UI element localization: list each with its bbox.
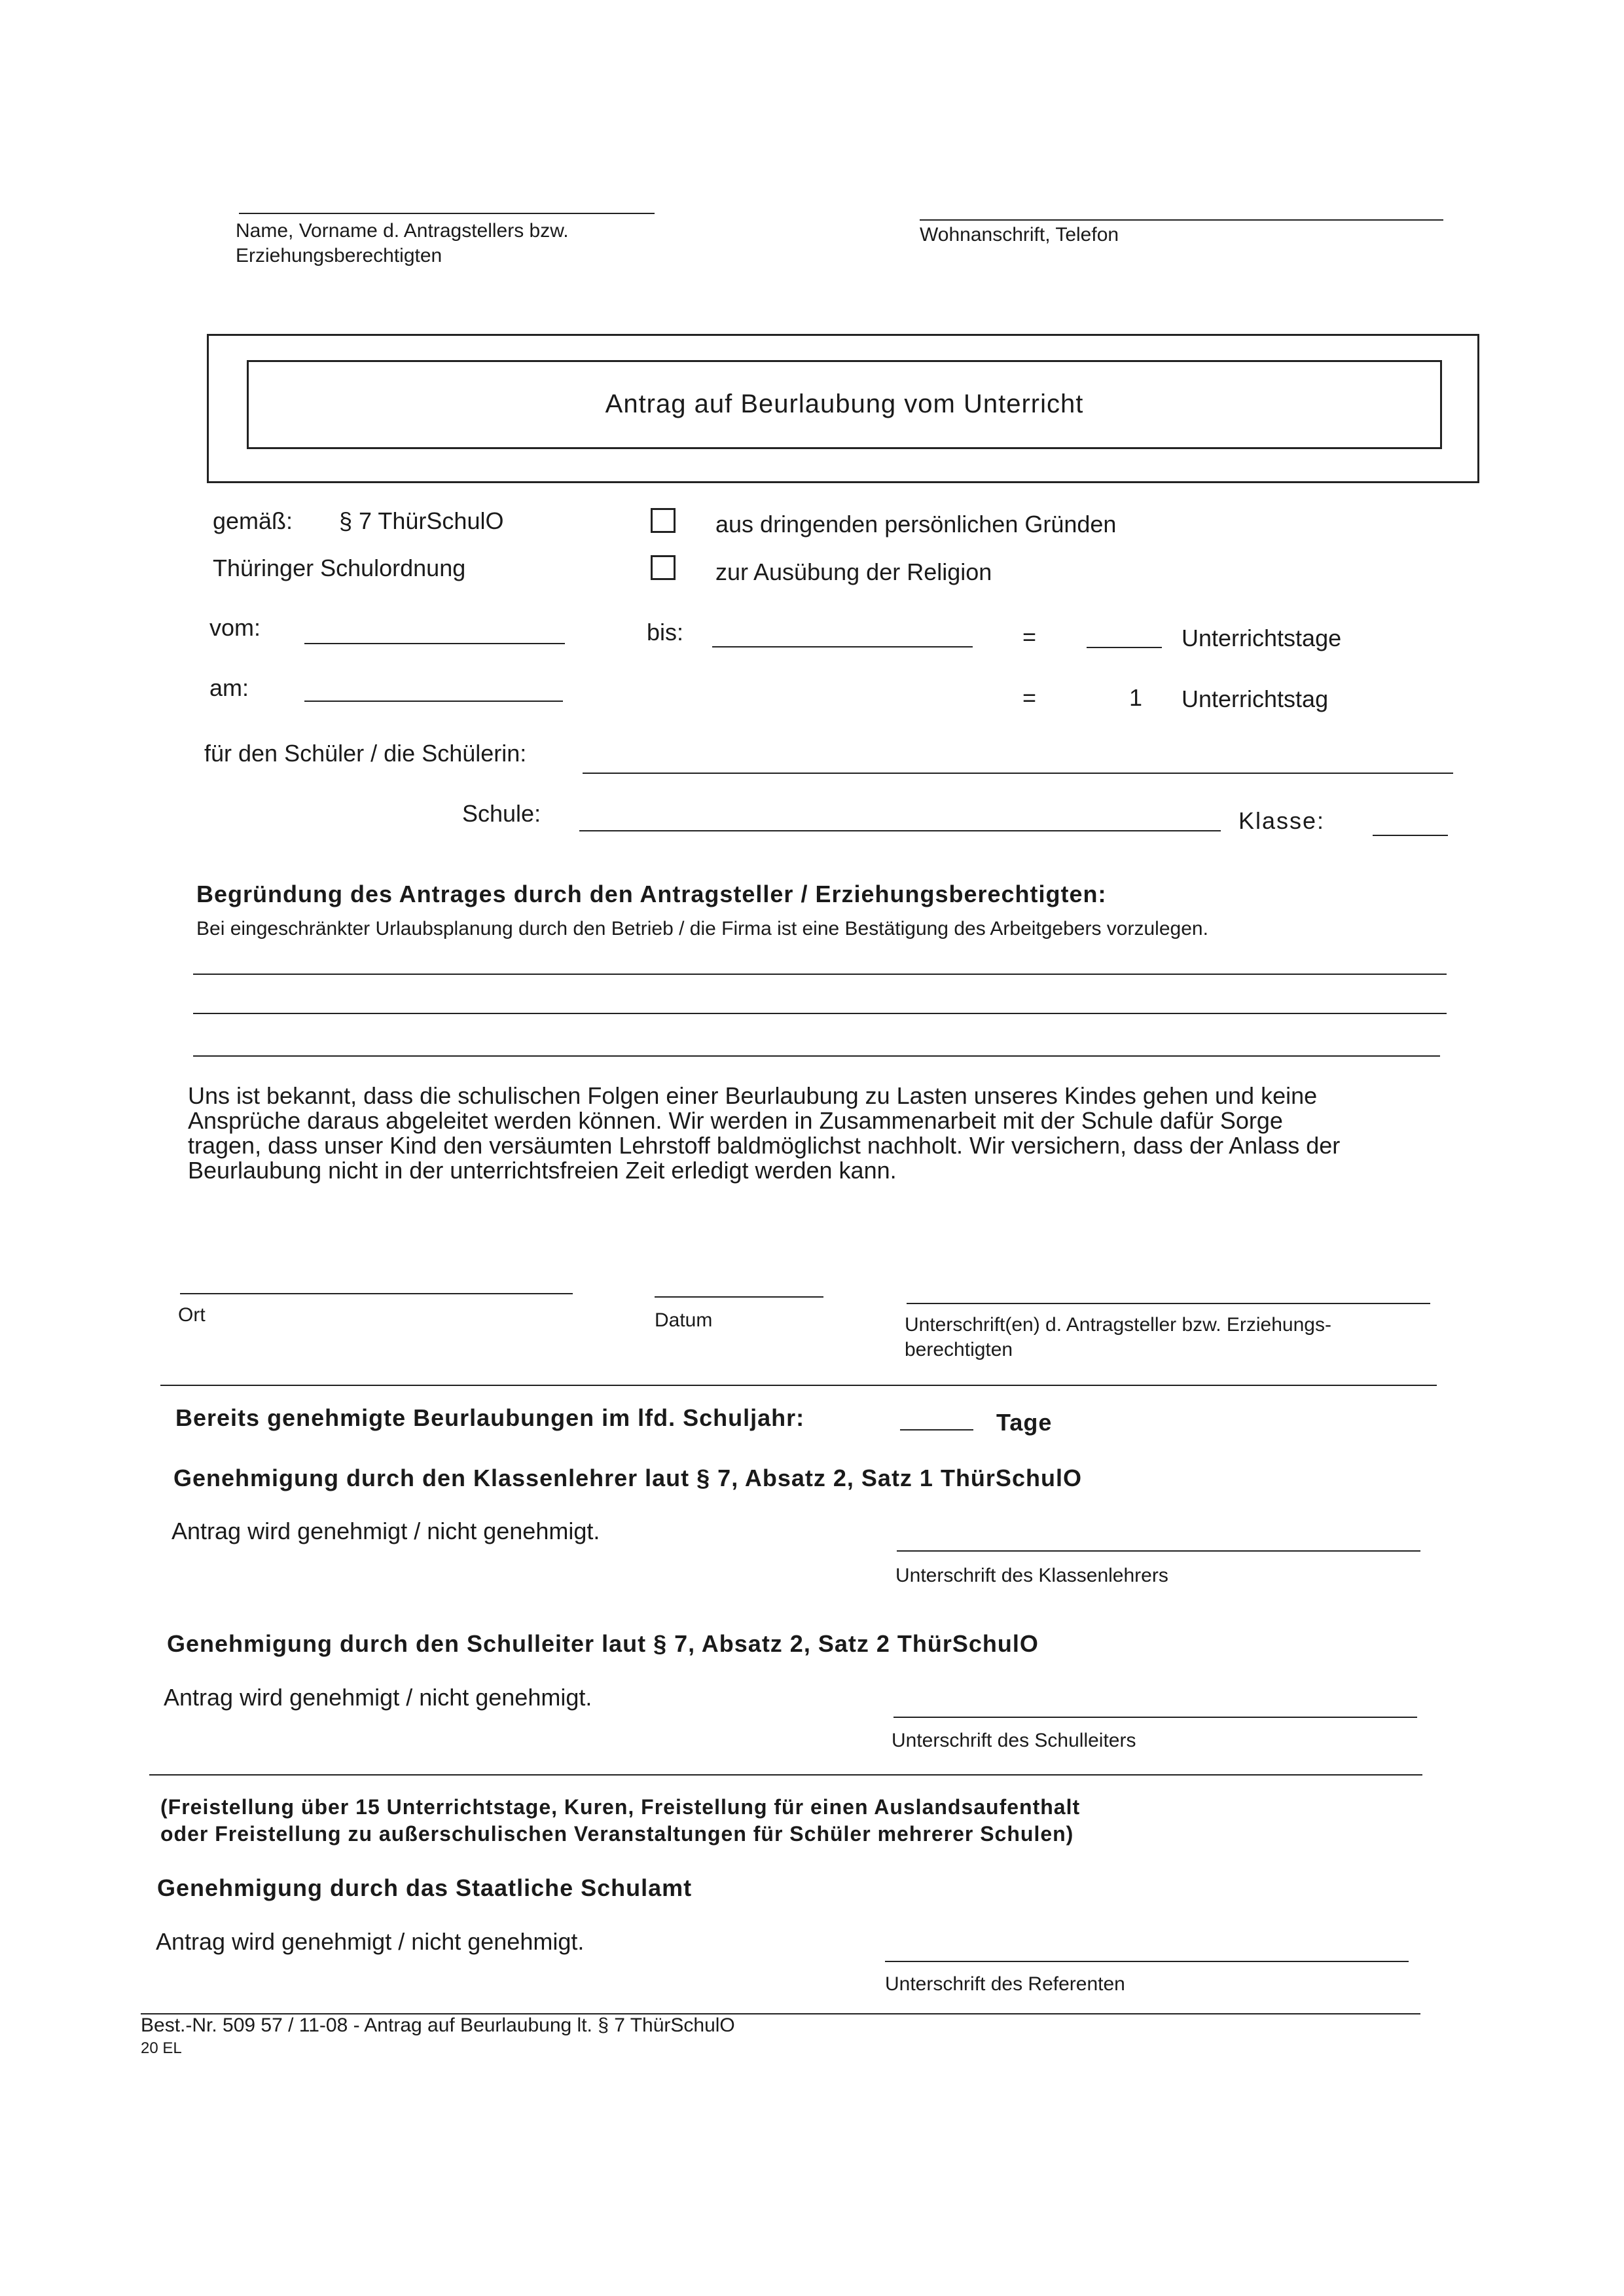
checkbox-personal-reasons[interactable] [651,508,676,533]
to-date-field[interactable] [712,646,973,647]
school-label: Schule: [462,800,541,827]
approved-unit: Tage [996,1409,1053,1436]
name-label-2: Erziehungsberechtigten [236,245,442,266]
address-line[interactable] [920,219,1443,221]
teacher-signature-label: Unterschrift des Klassenlehrers [895,1565,1168,1586]
option-religion: zur Ausübung der Religion [715,558,992,585]
applicant-signature-field[interactable] [907,1303,1430,1304]
from-date-field[interactable] [304,643,565,644]
declaration-line-2: Ansprüche daraus abgeleitet werden können. Wir werden in Zusammenarbeit mit der Schule dafür Sorge [188,1107,1283,1134]
office-note-1: (Freistellung über 15 Unterrichtstage, Kuren, Freistellung für einen Auslandsaufenthalt [160,1795,1081,1819]
teacher-approval-heading: Genehmigung durch den Klassenlehrer laut § 7, Absatz 2, Satz 1 ThürSchulO [173,1465,1082,1491]
regulation-name: Thüringer Schulordnung [213,555,466,581]
justification-line-1[interactable] [193,974,1447,975]
footer-code: 20 EL [141,2039,182,2057]
paragraph-ref: § 7 ThürSchulO [339,507,504,534]
justification-line-2[interactable] [193,1013,1447,1014]
one-day-value: 1 [1129,684,1143,711]
date-label: Datum [655,1309,713,1331]
office-note-2: oder Freistellung zu außerschulischen Veranstaltungen für Schüler mehrerer Schulen) [160,1822,1074,1846]
declaration-line-1: Uns ist bekannt, dass die schulischen Folgen einer Beurlaubung zu Lasten unseres Kindes gehen und keine [188,1082,1318,1109]
equals-sign-2: = [1022,684,1037,711]
teacher-decision: Antrag wird genehmigt / nicht genehmigt. [171,1518,600,1544]
to-label: bis: [647,619,684,646]
referent-signature-label: Unterschrift des Referenten [885,1973,1125,1995]
justification-note: Bei eingeschränkter Urlaubsplanung durch den Betrieb / die Firma ist eine Bestätigung des Arbeitgebers vorzulegen. [196,918,1208,939]
justification-line-3[interactable] [193,1055,1440,1057]
principal-signature-label: Unterschrift des Schulleiters [892,1730,1136,1751]
name-label-1: Name, Vorname d. Antragstellers bzw. [236,220,569,242]
form-title: Antrag auf Beurlaubung vom Unterricht [605,390,1084,418]
day-label: Unterrichtstag [1182,685,1329,712]
equals-sign-1: = [1022,623,1037,650]
student-label: für den Schüler / die Schülerin: [204,740,527,767]
on-label: am: [209,674,249,701]
principal-decision: Antrag wird genehmigt / nicht genehmigt. [164,1684,592,1711]
checkbox-religion[interactable] [651,555,676,580]
days-count-field[interactable] [1087,647,1162,648]
class-field[interactable] [1373,835,1448,836]
from-label: vom: [209,614,261,641]
option-personal-reasons: aus dringenden persönlichen Gründen [715,511,1117,538]
name-line[interactable] [239,213,655,214]
justification-heading: Begründung des Antrages durch den Antragsteller / Erziehungsberechtigten: [196,881,1107,907]
referent-signature-field[interactable] [885,1961,1409,1962]
place-field[interactable] [180,1293,573,1294]
approved-label: Bereits genehmigte Beurlaubungen im lfd. Schuljahr: [175,1404,805,1431]
place-label: Ort [178,1304,206,1326]
student-name-field[interactable] [583,773,1453,774]
declaration-line-3: tragen, dass unser Kind den versäumten Lehrstoff baldmöglichst nachholt. Wir versichern, dass der Anlass der [188,1132,1341,1159]
class-label: Klasse: [1238,807,1326,834]
section-divider-1 [160,1385,1437,1386]
office-decision: Antrag wird genehmigt / nicht genehmigt. [156,1928,585,1955]
address-label: Wohnanschrift, Telefon [920,224,1119,246]
approved-days-field[interactable] [900,1429,973,1430]
signer-label-2: berechtigten [905,1339,1013,1360]
days-label: Unterrichtstage [1182,625,1342,651]
on-date-field[interactable] [304,701,563,702]
declaration-line-4: Beurlaubung nicht in der unterrichtsfreien Zeit erledigt werden kann. [188,1157,897,1184]
school-field[interactable] [579,830,1221,831]
teacher-signature-field[interactable] [897,1550,1420,1552]
signer-label-1: Unterschrift(en) d. Antragsteller bzw. Erziehungs- [905,1314,1331,1336]
principal-signature-field[interactable] [893,1717,1417,1718]
according-label: gemäß: [213,507,293,534]
footer-order-number: Best.-Nr. 509 57 / 11-08 - Antrag auf Beurlaubung lt. § 7 ThürSchulO [141,2014,735,2036]
principal-approval-heading: Genehmigung durch den Schulleiter laut § 7, Absatz 2, Satz 2 ThürSchulO [167,1630,1039,1657]
section-divider-2 [149,1774,1422,1776]
office-approval-heading: Genehmigung durch das Staatliche Schulamt [157,1874,693,1901]
declaration-paragraph [188,1084,1438,1183]
date-field[interactable] [655,1296,823,1298]
